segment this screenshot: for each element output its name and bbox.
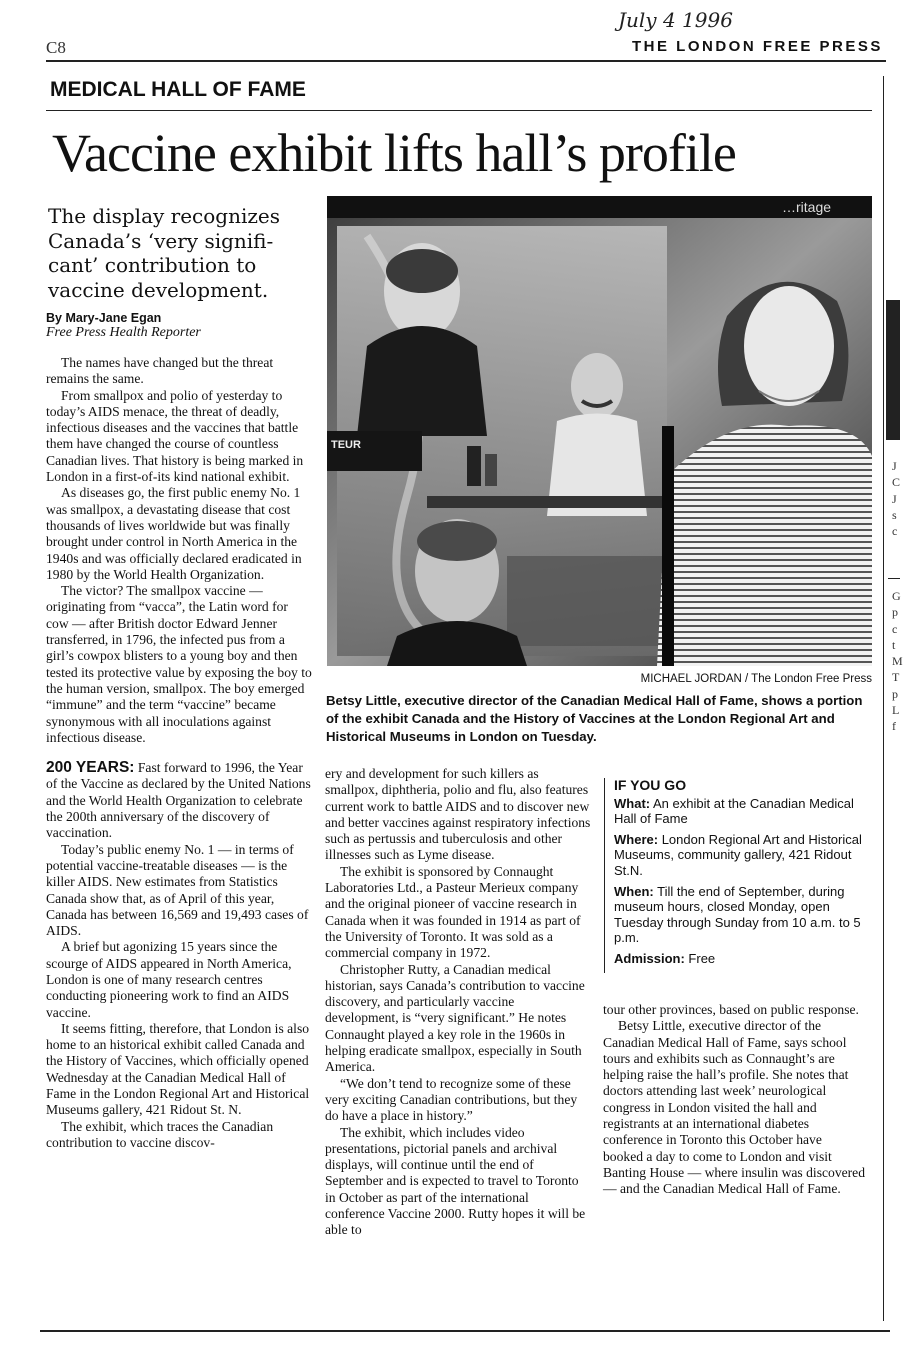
handwritten-date: July 4 1996	[618, 8, 733, 32]
photo-caption: Betsy Little, executive director of the Canadian Medical Hall of Fame, shows a portion of the exhibit Canada and the History of Vaccines at the London Regional Art and Historical Museums in London on Tuesday.	[326, 693, 863, 744]
paragraph: “We don’t tend to recognize some of these very exciting Canadian contributions, but they do have a place in history.”	[325, 1075, 578, 1124]
paragraph: The exhibit, which includes video presentations, pictorial panels and archival displays, will continue until the end of September and is expected to travel to Toronto in October as part of the international conference Vaccine 2000. Rutty hopes it will be able to	[325, 1124, 586, 1238]
exhibit-photo	[327, 196, 872, 666]
column-1	[46, 355, 312, 1151]
deck-line: vaccine development.	[48, 277, 269, 302]
deck	[48, 204, 318, 302]
reporter-role: Free Press Health Reporter	[46, 325, 201, 340]
deck-line: Canada’s ‘very signifi-	[48, 228, 274, 253]
info-item	[614, 796, 864, 827]
photo-illustration	[327, 196, 872, 666]
paragraph: Christopher Rutty, a Canadian medical historian, says Canada’s contribution to vaccine discovery, and particularly vaccine development, is “very significant.” He notes Connaught played a key role in the 1960s in helping eradicate smallpox, especially in South America.	[325, 961, 585, 1075]
if-you-go-title: IF YOU GO	[614, 777, 687, 793]
paragraph: A brief but agonizing 15 years since the scourge of AIDS appeared in North America, London is one of many research centres conducting pioneering work to find an AIDS vaccine.	[46, 939, 292, 1020]
subhead-paragraph	[46, 760, 312, 841]
info-text: Free	[688, 950, 716, 966]
paragraph: The exhibit, which traces the Canadian contribution to vaccine discov-	[46, 1118, 274, 1150]
bottom-rule	[40, 1330, 890, 1332]
newspaper-name: THE LONDON FREE PRESS	[632, 38, 883, 55]
info-label: When:	[614, 883, 654, 899]
subhead-text: Fast forward to 1996, the Year of the Vaccine as declared by the United Nations and the World Health Organization to celebrate the 200th anniversary of the discovery of vaccination.	[46, 760, 311, 841]
deck-line: cant’ contribution to	[48, 253, 257, 277]
paragraph: The exhibit is sponsored by Connaught Laboratories Ltd., a Pasteur Merieux company and the original pioneer of vaccine research in Canada when it was founded in 1914 as part of the University of Toronto. It was sold as a commercial company in 1972.	[325, 863, 581, 961]
info-label: Where:	[614, 831, 659, 847]
paragraph: As diseases go, the first public enemy No. 1 was smallpox, a devastating disease that cost thousands of lives worldwide but was finally brought under control in North America in the 1940s and was officially declared eradicated in 1980 by the World Health Organization.	[46, 485, 302, 582]
paragraph: The victor? The smallpox vaccine — originating from “vacca”, the Latin word for cow — after British doctor Edward Jenner transferred, in 1796, the infected pus from a girl’s cowpox blisters to a young boy and then tested its protective value by exposing the boy to the human version, smallpox. The boy emerged “immune” and the term “vaccine” became synonymous with all inoculations against infectious disease.	[46, 583, 312, 745]
column-3	[603, 1002, 865, 1198]
info-text: Till the end of September, during museum hours, closed Monday, open Tuesday through Sunday from 10 a.m. to 5 p.m.	[614, 883, 861, 946]
byline: By Mary-Jane Egan	[46, 311, 162, 325]
paragraph: It seems fitting, therefore, that London is also home to an historical exhibit called Canada and the History of Vaccines, which officially opened Wednesday at the Canadian Medical Hall of Fame in the London Regional Art and Historical Museums gallery, 421 Ridout St. N.	[46, 1020, 310, 1118]
exhibit-sign-text: …ritage	[782, 199, 832, 215]
column-2	[325, 766, 591, 1239]
paragraph: ery and development for such killers as smallpox, diphtheria, polio and flu, also features current work to battle AIDS and to discover new and better vaccines against respiratory infections such as pertussis and tuberculosis and other illnesses such as Lyme disease.	[325, 766, 591, 863]
if-you-go-box	[614, 778, 864, 972]
info-item	[614, 832, 864, 879]
plaque-text: TEUR	[331, 439, 361, 451]
paragraph: From smallpox and polio of yesterday to today’s AIDS menace, the threat of deadly, infectious diseases and the vaccines that battle them have changed the course of countless Canadian lives. That history is being marked in London in a first-of-its kind national exhibit.	[46, 387, 304, 485]
deck-line: The display recognizes	[48, 204, 281, 228]
photo-credit: MICHAEL JORDAN / The London Free Press	[640, 673, 872, 685]
right-column-rule	[883, 76, 884, 1321]
page-number: C8	[46, 38, 66, 57]
subhead: 200 YEARS:	[46, 759, 135, 777]
top-rule	[46, 60, 886, 62]
section-rule	[46, 110, 872, 111]
info-text: An exhibit at the Canadian Medical Hall of Fame	[614, 795, 854, 827]
box-rule	[604, 778, 605, 973]
paragraph: tour other provinces, based on public response.	[603, 1002, 859, 1017]
info-text: London Regional Art and Historical Museums, community gallery, 421 Ridout St.N.	[614, 831, 862, 878]
headline: Vaccine exhibit lifts hall’s profile	[52, 123, 736, 183]
adjacent-fragment-b: G p c t M T p L f	[892, 589, 903, 734]
paragraph: Today’s public enemy No. 1 — in terms of potential vaccine-treatable diseases — is the killer AIDS. New estimates from Statistics Canada show that, as of April of this year, Canada has between 16,569 and 19,493 cases of AIDS.	[46, 841, 309, 939]
adjacent-fragment-a: J C J s c	[892, 459, 901, 539]
info-item	[614, 884, 864, 946]
section-label: MEDICAL HALL OF FAME	[50, 78, 306, 101]
info-label: What:	[614, 795, 651, 811]
paragraph: The names have changed but the threat remains the same.	[46, 355, 274, 387]
info-item	[614, 951, 864, 967]
paragraph: Betsy Little, executive director of the Canadian Medical Hall of Fame, says school tours and exhibits such as Connaught’s are helping raise the hall’s profile. She notes that doctors attending last week’ neurological congress in London visited the hall and registrants at an international diabetes conference in Toronto this October have booked a day to come to London and visit Banting House — where insulin was discovered — and the Canadian Medical Hall of Fame.	[603, 1018, 866, 1197]
info-label: Admission:	[614, 950, 685, 966]
adjacent-photo-edge	[886, 300, 900, 440]
adjacent-rule	[888, 578, 900, 579]
